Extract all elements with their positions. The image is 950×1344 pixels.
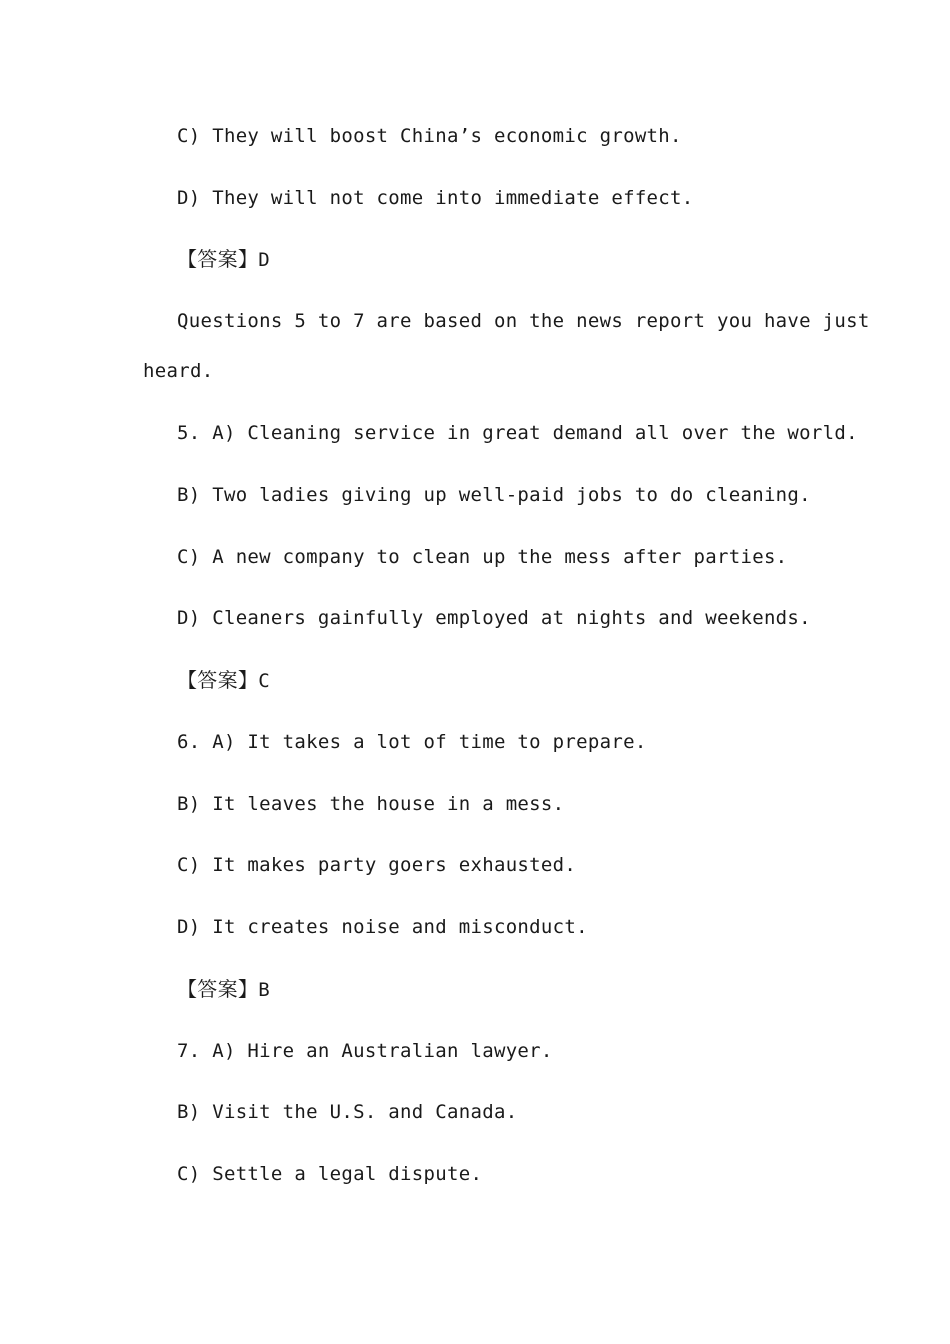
q5-option-d: D) Cleaners gainfully employed at nights and weekends.: [177, 607, 811, 629]
answer-value: B: [258, 979, 270, 1001]
q5-option-a: 5. A) Cleaning service in great demand all over the world.: [177, 422, 858, 444]
q6-option-a: 6. A) It takes a lot of time to prepare.: [177, 731, 647, 753]
q5-option-c: C) A new company to clean up the mess after parties.: [177, 546, 788, 568]
q7-option-b: B) Visit the U.S. and Canada.: [177, 1101, 518, 1123]
q5-answer: [177, 665, 837, 695]
q6-answer: [177, 974, 837, 1004]
q4-option-d: D) They will not come into immediate effect.: [177, 187, 694, 209]
answer-value: C: [258, 670, 270, 692]
q7-option-c: C) Settle a legal dispute.: [177, 1163, 483, 1185]
section-intro-line-2: heard.: [143, 360, 214, 382]
answer-label: 【答案】: [177, 977, 259, 1001]
q4-option-c: C) They will boost China’s economic growth.: [177, 125, 682, 147]
section-intro-line-1: Questions 5 to 7 are based on the news report you have just: [177, 310, 870, 332]
answer-label: 【答案】: [177, 247, 259, 271]
q6-option-c: C) It makes party goers exhausted.: [177, 854, 577, 876]
q4-answer: [177, 244, 837, 274]
q7-option-a: 7. A) Hire an Australian lawyer.: [177, 1040, 553, 1062]
q6-option-d: D) It creates noise and misconduct.: [177, 916, 588, 938]
answer-label: 【答案】: [177, 668, 259, 692]
q6-option-b: B) It leaves the house in a mess.: [177, 793, 565, 815]
answer-value: D: [258, 249, 270, 271]
q5-option-b: B) Two ladies giving up well-paid jobs to do cleaning.: [177, 484, 811, 506]
